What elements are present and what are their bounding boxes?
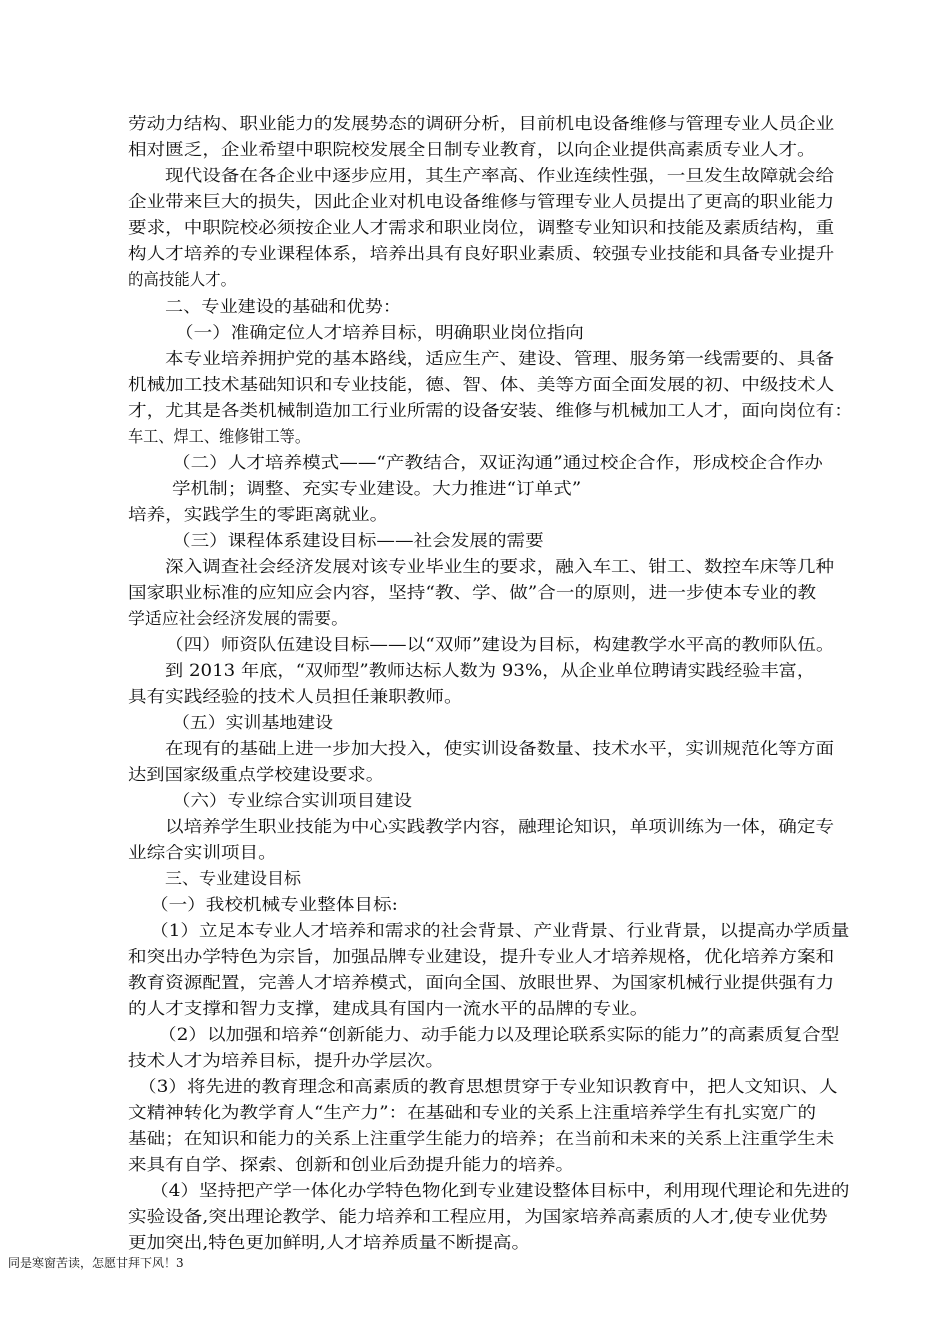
text-line: 车工、焊工、维修钳工等。: [128, 427, 311, 446]
text-line: 培养，实践学生的零距离就业。: [128, 505, 389, 524]
text-line: （4）坚持把产学一体化办学特色物化到专业建设整体目标中，利用现代理论和先进的: [150, 1181, 850, 1200]
text-line: 和突出办学特色为宗旨，加强品牌专业建设，提升专业人才培养规格，优化培养方案和: [128, 947, 835, 966]
text-line: （三）课程体系建设目标——社会发展的需要: [172, 531, 544, 550]
text-line: 文精神转化为教学育人“生产力”：在基础和专业的关系上注重培养学生有扎实宽广的: [128, 1103, 817, 1122]
text-line: 达到国家级重点学校建设要求。: [128, 765, 385, 784]
text-line: 实验设备,突出理论教学、能力培养和工程应用，为国家培养高素质的人才,使专业优势: [128, 1207, 828, 1226]
text-line: 具有实践经验的技术人员担任兼职教师。: [128, 687, 463, 706]
text-line: 学机制；调整、充实专业建设。大力推进“订单式”: [172, 479, 582, 498]
text-line: 业综合实训项目。: [128, 843, 277, 862]
text-line: 机械加工技术基础知识和专业技能，德、智、体、美等方面全面发展的初、中级技术人: [128, 375, 835, 394]
text-line: 三、专业建设目标: [165, 869, 302, 888]
text-line: 的高技能人才。: [128, 270, 237, 289]
text-line: （一）准确定位人才培养目标，明确职业岗位指向: [175, 323, 584, 342]
text-line: （3）将先进的教育理念和高素质的教育思想贯穿于专业知识教育中，把人文知识、人: [138, 1077, 838, 1096]
text-line: 现代设备在各企业中逐步应用，其生产率高、作业连续性强，一旦发生故障就会给: [165, 166, 835, 185]
text-line: 在现有的基础上进一步加大投入，使实训设备数量、技术水平，实训规范化等方面: [165, 739, 835, 758]
text-line: 更加突出,特色更加鲜明,人才培养质量不断提高。: [128, 1233, 531, 1252]
text-line: 基础；在知识和能力的关系上注重学生能力的培养；在当前和未来的关系上注重学生未: [128, 1129, 835, 1148]
text-line: 教育资源配置，完善人才培养模式，面向全国、放眼世界、为国家机械行业提供强有力: [128, 973, 835, 992]
text-line: （1）立足本专业人才培养和需求的社会背景、产业背景、行业背景，以提高办学质量: [150, 921, 850, 940]
text-line: （一）我校机械专业整体目标:: [150, 895, 398, 914]
text-line: 技术人才为培养目标，提升办学层次。: [128, 1051, 444, 1070]
text-line: 以培养学生职业技能为中心实践教学内容，融理论知识，单项训练为一体，确定专: [165, 817, 835, 836]
text-line: （五）实训基地建设: [172, 713, 333, 732]
text-line: （六）专业综合实训项目建设: [172, 791, 413, 810]
text-line: 相对匮乏，企业希望中职院校发展全日制专业教育，以向企业提供高素质专业人才。: [128, 140, 816, 159]
text-line: 深入调查社会经济发展对该专业毕业生的要求，融入车工、钳工、数控车床等几种: [165, 557, 835, 576]
text-line: 国家职业标准的应知应会内容，坚持“教、学、做”合一的原则，进一步使本专业的教: [128, 583, 817, 602]
text-line: （2）以加强和培养“创新能力、动手能力以及理论联系实际的能力”的高素质复合型: [158, 1025, 840, 1044]
text-line: 来具有自学、探索、创新和创业后劲提升能力的培养。: [128, 1155, 575, 1174]
text-line: 才，尤其是各类机械制造加工行业所需的设备安装、维修与机械加工人才，面向岗位有：: [128, 401, 853, 420]
text-line: 到 2013 年底，“双师型”教师达标人数为 93%，从企业单位聘请实践经验丰富，: [165, 661, 816, 680]
text-line: 企业带来巨大的损失，因此企业对机电设备维修与管理专业人员提出了更高的职业能力: [128, 192, 835, 211]
text-line: 本专业培养拥护党的基本路线，适应生产、建设、管理、服务第一线需要的、具备: [165, 349, 835, 368]
text-line: 劳动力结构、职业能力的发展势态的调研分析，目前机电设备维修与管理专业人员企业: [128, 114, 835, 133]
text-line: （二）人才培养模式——“产教结合，双证沟通”通过校企合作，形成校企合作办: [172, 453, 823, 472]
page-footer: 同是寒窗苦读，怎愿甘拜下风！3: [8, 1256, 184, 1270]
text-line: （四）师资队伍建设目标——以“双师”建设为目标，构建教学水平高的教师队伍。: [165, 635, 835, 654]
text-line: 要求，中职院校必须按企业人才需求和职业岗位，调整专业知识和技能及素质结构，重: [128, 218, 835, 237]
text-line: 二、专业建设的基础和优势：: [165, 297, 401, 316]
text-line: 构人才培养的专业课程体系，培养出具有良好职业素质、较强专业技能和具备专业提升: [128, 244, 835, 263]
text-line: 的人才支撑和智力支撑，建成具有国内一流水平的品牌的专业。: [128, 999, 649, 1018]
text-line: 学适应社会经济发展的需要。: [128, 609, 348, 628]
